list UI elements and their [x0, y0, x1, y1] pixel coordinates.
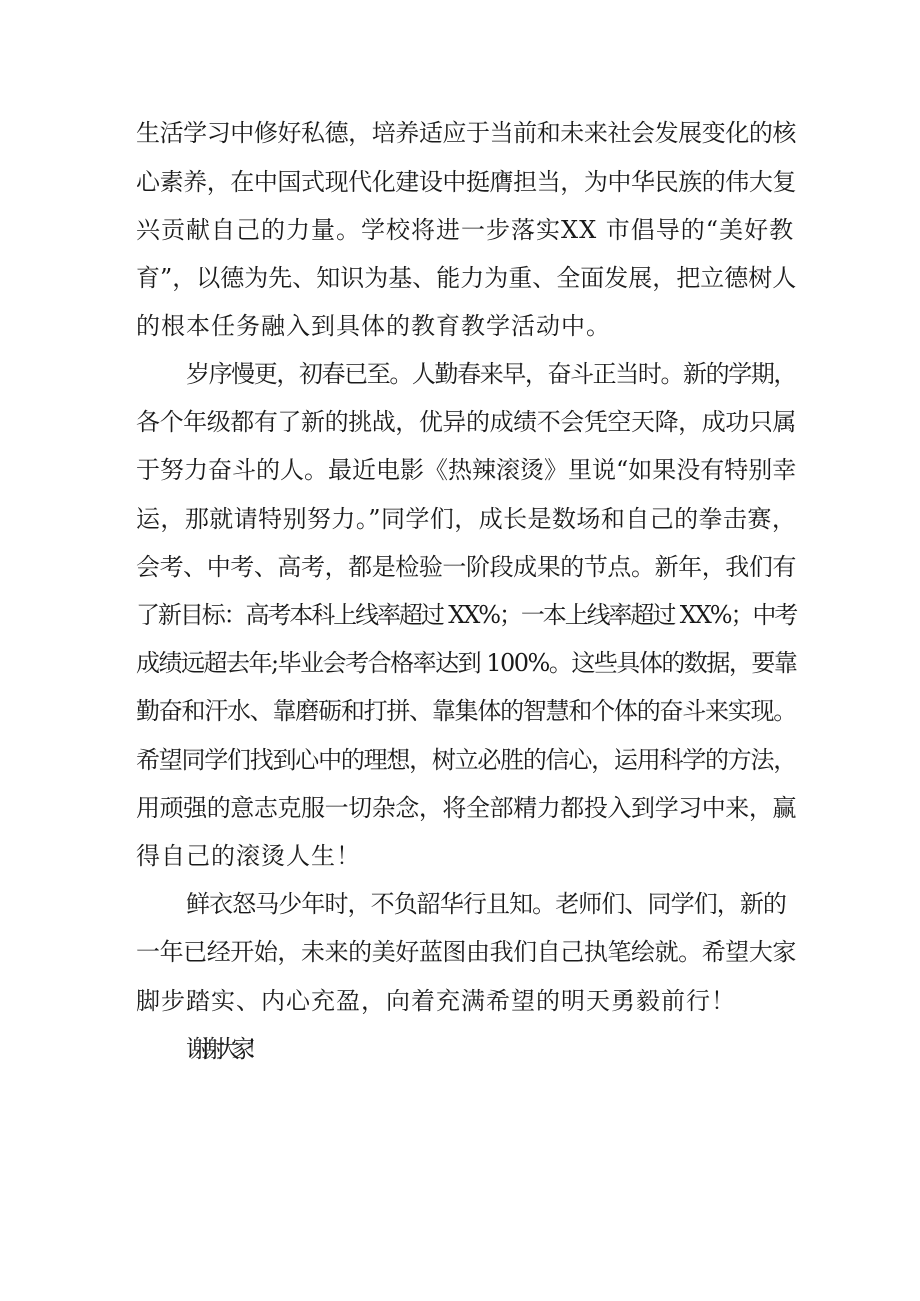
text-line: 勤奋和汗水、靠磨砺和打拼、靠集体的智慧和个体的奋斗来实现。 — [136, 697, 796, 725]
text-line: 生活学习中修好私德，培养适应于当前和未来社会发展变化的核 — [136, 119, 796, 147]
text-line: 希望同学们找到心中的理想，树立必胜的信心，运用科学的方法， — [136, 746, 796, 774]
text-line: 了新目标：高考本科上线率超过 XX%；一本上线率超过 XX%；中考 — [136, 601, 797, 629]
text-line: 用顽强的意志克服一切杂念，将全部精力都投入到学习中来，赢 — [136, 794, 796, 822]
text-line: 会考、中考、高考，都是检验一阶段成果的节点。新年，我们有 — [136, 553, 796, 581]
text-line: 兴贡献自己的力量。学校将进一步落实XX 市倡导的“美好教 — [136, 216, 795, 244]
closing-line: 谢谢大家！ — [186, 1035, 261, 1063]
text-line: 脚步踏实、内心充盈，向着充满希望的明天勇毅前行！ — [136, 987, 736, 1015]
paragraph-start-line: 岁序慢更，初春已至。人勤春来早，奋斗正当时。新的学期， — [186, 360, 796, 388]
text-line: 育”，以德为先、知识为基、能力为重、全面发展，把立德树人 — [136, 264, 797, 292]
text-line: 心素养，在中国式现代化建设中挺膺担当，为中华民族的伟大复 — [136, 168, 796, 196]
text-line: 一年已经开始，未来的美好蓝图由我们自己执笔绘就。希望大家 — [136, 938, 796, 966]
text-line: 得自己的滚烫人生！ — [136, 842, 361, 870]
text-line: 成绩远超去年;毕业会考合格率达到 100%。这些具体的数据，要靠 — [136, 649, 797, 677]
paragraph-start-line: 鲜衣怒马少年时，不负韶华行且知。老师们、同学们，新的 — [186, 890, 786, 918]
text-line: 运，那就请特别努力。”同学们，成长是数场和自己的拳击赛， — [136, 505, 797, 533]
text-line: 各个年级都有了新的挑战，优异的成绩不会凭空天降，成功只属 — [136, 408, 796, 436]
text-line: 的根本任务融入到具体的教育教学活动中。 — [136, 312, 611, 340]
text-line: 于努力奋斗的人。最近电影《热辣滚烫》里说“如果没有特别幸 — [136, 456, 797, 484]
